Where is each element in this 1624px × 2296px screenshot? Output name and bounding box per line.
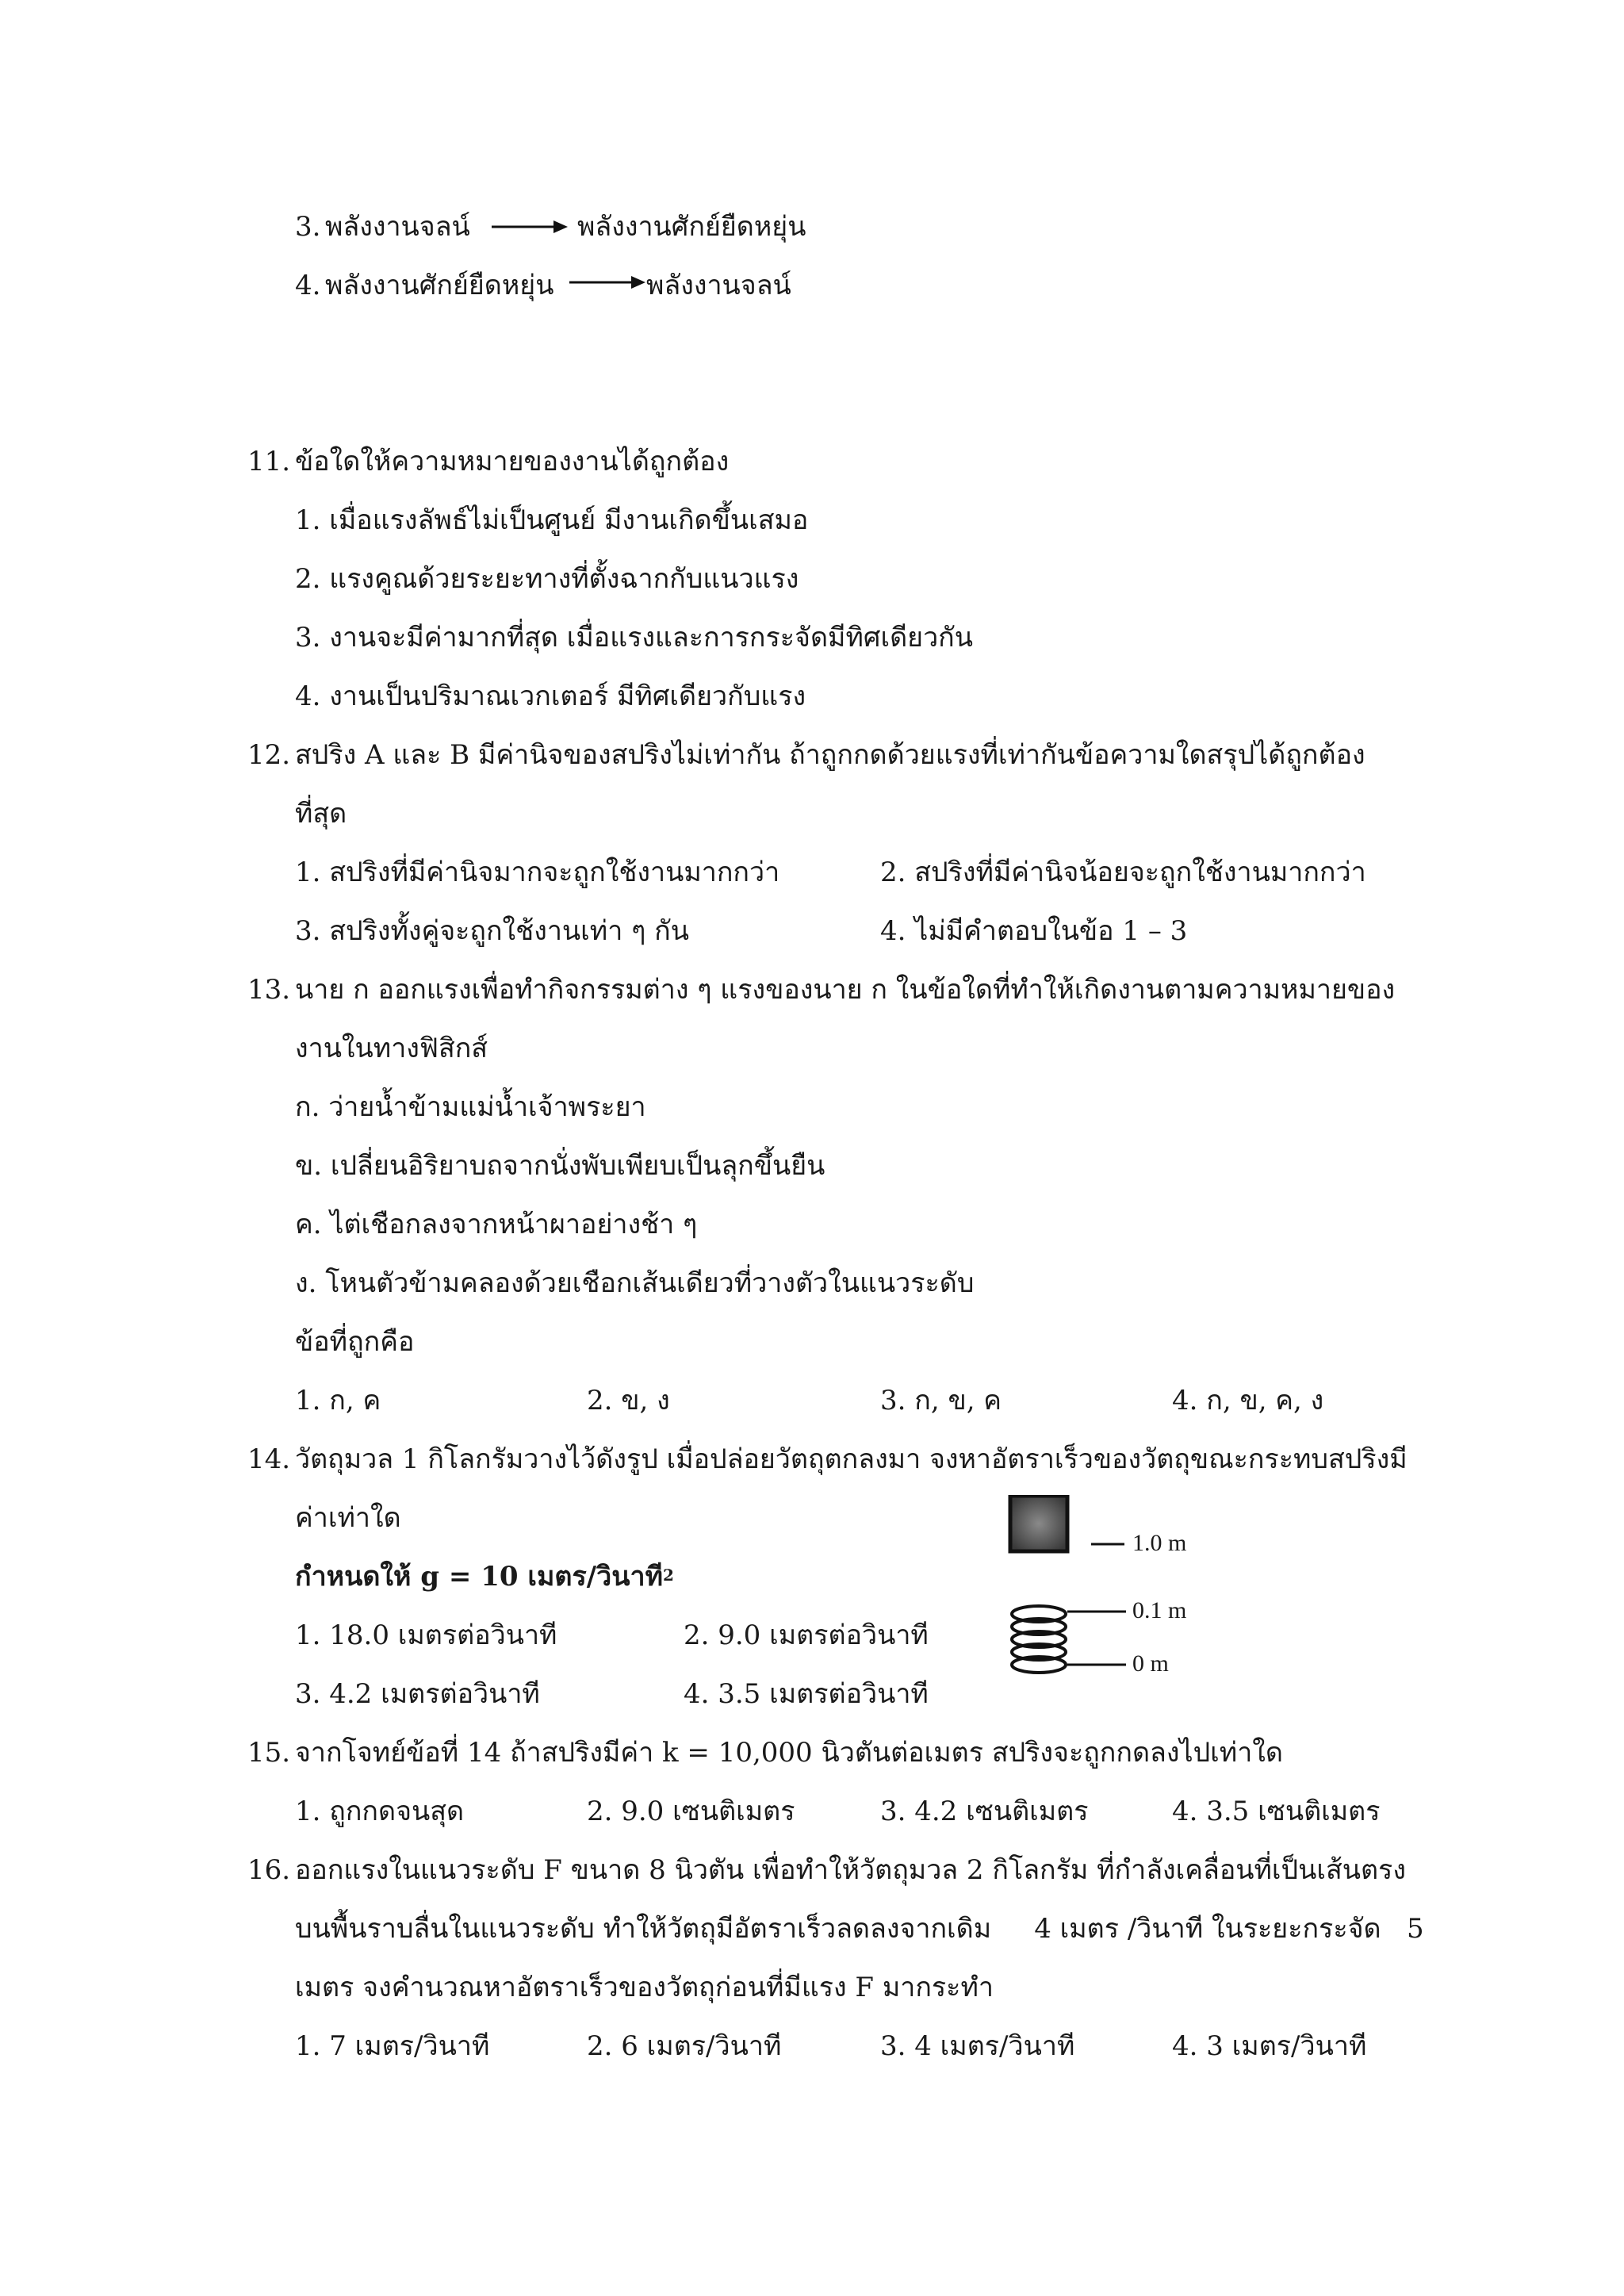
height-label: 1.0 m [1132, 1530, 1187, 1556]
question-number: 14. [247, 1443, 291, 1475]
question-text: ออกแรงในแนวระดับ F ขนาด 8 นิวตัน เพื่อทำให้วัตถุมวล 2 กิโลกรัม ที่กำลังเคลื่อนที่เป็นเส้นตรง [295, 1854, 1406, 1886]
right-arrow-icon [569, 266, 647, 305]
question-text: ข้อใดให้ความหมายของงานได้ถูกต้อง [295, 446, 730, 477]
question-text-continued: ค่าเท่าใด [295, 1502, 401, 1534]
option: 4. ก, ข, ค, ง [1172, 1385, 1324, 1416]
option: 1. เมื่อแรงลัพธ์ไม่เป็นศูนย์ มีงานเกิดขึ้นเสมอ [295, 504, 809, 536]
right-arrow-icon [492, 208, 569, 246]
option: 2. สปริงที่มีค่านิจน้อยจะถูกใช้งานมากกว่า [880, 857, 1366, 888]
height-label: 0 m [1132, 1650, 1169, 1677]
question-number: 12. [247, 739, 291, 771]
list-item: ง. โหนตัวข้ามคลองด้วยเชือกเส้นเดียวที่วางตัวในแนวระดับ [295, 1267, 975, 1299]
option: 1. สปริงที่มีค่านิจมากจะถูกใช้งานมากกว่า [295, 857, 780, 888]
option: 2. 9.0 เซนติเมตร [587, 1796, 795, 1827]
option: 2. 6 เมตร/วินาที [587, 2030, 782, 2062]
question-text: นาย ก ออกแรงเพื่อทำกิจกรรมต่าง ๆ แรงของนาย ก ในข้อใดที่ทำให้เกิดงานตามความหมายของ [295, 974, 1396, 1006]
question-text: จากโจทย์ข้อที่ 14 ถ้าสปริงมีค่า k = 10,000 นิวตันต่อเมตร สปริงจะถูกกดลงไปเท่าใด [295, 1737, 1283, 1769]
option: 1. ก, ค [295, 1385, 381, 1416]
option: 3. งานจะมีค่ามากที่สุด เมื่อแรงและการกระจัดมีทิศเดียวกัน [295, 622, 973, 654]
option-number: 4. [295, 270, 321, 301]
energy-to: พลังงานจลน์ [646, 270, 791, 301]
option-number: 3. [295, 211, 321, 243]
option: 1. 18.0 เมตรต่อวินาที [295, 1619, 557, 1651]
option: 3. 4.2 เซนติเมตร [880, 1796, 1089, 1827]
question-text-continued: เมตร จงคำนวณหาอัตราเร็วของวัตถุก่อนที่มีแรง F มากระทำ [295, 1972, 994, 2003]
option: 4. งานเป็นปริมาณเวกเตอร์ มีทิศเดียวกับแรง [295, 680, 806, 712]
list-item: ก. ว่ายน้ำข้ามแม่น้ำเจ้าพระยา [295, 1091, 646, 1123]
energy-to: พลังงานศักย์ยืดหยุ่น [577, 211, 806, 243]
given-text: กำหนดให้ g = 10 เมตร/วินาที [295, 1561, 663, 1593]
question-text: วัตถุมวล 1 กิโลกรัมวางไว้ดังรูป เมื่อปล่อยวัตถุตกลงมา จงหาอัตราเร็วของวัตถุขณะกระทบสปริงมี [295, 1443, 1408, 1475]
question-text-continued: งานในทางฟิสิกส์ [295, 1033, 488, 1064]
given-values [295, 1558, 674, 1596]
question-text-continued: บนพื้นราบลื่นในแนวระดับ ทำให้วัตถุมีอัตราเร็วลดลงจากเดิม 4 เมตร /วินาที ในระยะกระจัด 5 [295, 1913, 1424, 1945]
energy-from: พลังงานศักย์ยืดหยุ่น [325, 270, 554, 301]
energy-from: พลังงานจลน์ [325, 211, 470, 243]
option: 1. ถูกกดจนสุด [295, 1796, 465, 1827]
option: 3. สปริงทั้งคู่จะถูกใช้งานเท่า ๆ กัน [295, 915, 690, 947]
height-label: 0.1 m [1132, 1597, 1187, 1623]
option: 2. ข, ง [587, 1385, 670, 1416]
option: 4. ไม่มีคำตอบในข้อ 1 – 3 [880, 915, 1188, 947]
question-text: สปริง A และ B มีค่านิจของสปริงไม่เท่ากัน ถ้าถูกกดด้วยแรงที่เท่ากันข้อความใดสรุปได้ถูกต้อง [295, 739, 1365, 771]
list-item: ข. เปลี่ยนอิริยาบถจากนั่งพับเพียบเป็นลุกขึ้นยืน [295, 1150, 825, 1182]
mass-block [1010, 1496, 1067, 1551]
option: 2. 9.0 เมตรต่อวินาที [684, 1619, 929, 1651]
question-number: 16. [247, 1854, 291, 1886]
answer-prompt: ข้อที่ถูกคือ [295, 1326, 415, 1358]
spring-coil [1012, 1606, 1066, 1673]
list-item: ค. ไต่เชือกลงจากหน้าผาอย่างช้า ๆ [295, 1209, 698, 1240]
option: 2. แรงคูณด้วยระยะทางที่ตั้งฉากกับแนวแรง [295, 563, 799, 595]
option: 1. 7 เมตร/วินาที [295, 2030, 490, 2062]
exponent: 2 [662, 1566, 674, 1585]
option: 4. 3.5 เซนติเมตร [1172, 1796, 1381, 1827]
question-number: 11. [247, 446, 291, 477]
option: 3. 4.2 เมตรต่อวินาที [295, 1678, 540, 1710]
spring-mass-figure [1007, 1495, 1261, 1725]
question-number: 13. [247, 974, 291, 1006]
option: 4. 3.5 เมตรต่อวินาที [684, 1678, 929, 1710]
option: 4. 3 เมตร/วินาที [1172, 2030, 1367, 2062]
option: 3. 4 เมตร/วินาที [880, 2030, 1075, 2062]
option: 3. ก, ข, ค [880, 1385, 1002, 1416]
question-number: 15. [247, 1737, 291, 1769]
question-text-continued: ที่สุด [295, 798, 347, 830]
